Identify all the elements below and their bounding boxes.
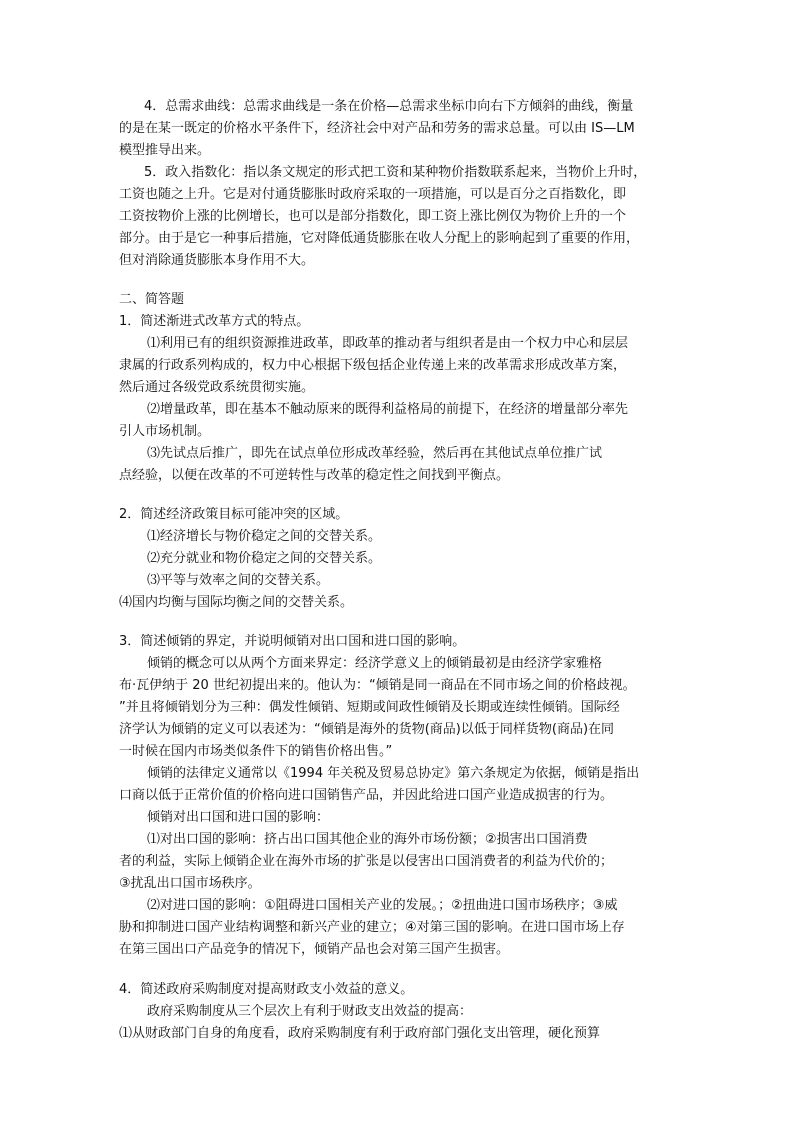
text-line: 政府采购制度从三个层次上有利于财政支出效益的提高：: [147, 1004, 473, 1019]
text-line: 倾销的法律定义通常以《1994 年关税及贸易总协定》第六条规定为依据，倾销是指出: [147, 766, 640, 781]
section-title: 二、简答题: [119, 292, 185, 307]
text-line: 工资也随之上升。它是对付通货膨胀时政府采取的一项措施，可以是百分之百指数化，即: [119, 187, 627, 202]
question-title: 3．简述倾销的界定，并说明倾销对出口国和进口国的影响。: [119, 634, 466, 649]
question-title: 4．简述政府采购制度对提高财政支小效益的意义。: [119, 982, 414, 997]
text-line: 引人市场机制。: [119, 424, 211, 439]
text-line: 倾销对出口国和进口国的影响：: [147, 810, 330, 825]
text-line: 者的利益，实际上倾销企业在海外市场的扩张是以侵害出口国消费者的利益为代价的；: [119, 854, 614, 869]
text-line: 点经验，以便在改革的不可逆转性与改革的稳定性之间找到平衡点。: [119, 468, 510, 483]
question-title: 1．简述渐进式改革方式的特点。: [119, 314, 310, 329]
text-line: 的是在某一既定的价格水平条件下，经济社会中对产品和劳务的需求总量。可以由 IS—LM: [119, 121, 635, 136]
text-line: 5．政入指数化：指以条文规定的形式把工资和某种物价指数联系起来，当物价上升时，: [144, 165, 647, 180]
text-line: ⑴对出口国的影响：挤占出口国其他企业的海外市场份额；②损害出口国消费: [147, 832, 588, 847]
text-line: 一时候在国内市场类似条件下的销售价格出售。”: [119, 744, 393, 759]
text-line: 布·瓦伊纳于 20 世纪初提出来的。他认为：“倾销是同一商品在不同市场之间的价格歧视。: [119, 678, 636, 693]
question-title: 2．简述经济政策目标可能冲突的区域。: [119, 507, 349, 522]
list-item: ⑵充分就业和物价稳定之间的交替关系。: [147, 551, 382, 566]
list-item: ⑴经济增长与物价稳定之间的交替关系。: [147, 529, 382, 544]
text-line: 倾销的概念可以从两个方面来界定：经济学意义上的倾销最初是由经济学家雅格: [147, 656, 603, 671]
text-line: 济学认为倾销的定义可以表述为：“倾销是海外的货物(商品)以低于同样货物(商品)在同: [119, 722, 615, 737]
text-line: 模型推导出来。: [119, 143, 211, 158]
text-line: 口商以低于正常价值的价格向进口国销售产品，并因此给进口国产业造成损害的行为。: [119, 788, 614, 803]
text-line: ⑵对进口国的影响：①阻碍进口国相关产业的发展。；②扭曲进口国市场秩序；③威: [147, 898, 618, 913]
text-line: 然后通过各级党政系统贯彻实施。: [119, 380, 315, 395]
text-line: ⑶先试点后推广，即先在试点单位形成改革经验，然后再在其他试点单位推广试: [147, 446, 603, 461]
list-item: ⑷国内均衡与国际均衡之间的交替关系。: [119, 595, 354, 610]
text-line: 隶属的行政系列构成的，权力中心根据下级包括企业传递上来的改革需求形成改革方案，: [119, 358, 627, 373]
text-line: ⑵增量政革，即在基本不触动原来的既得利益格局的前提下，在经济的增量部分率先: [147, 402, 629, 417]
text-line: ⑴利用已有的组织资源推进政革，即政革的推动者与组织者是由一个权力中心和层层: [147, 336, 629, 351]
text-line: 部分。由于是它一种事后措施，它对降低通货膨胀在收人分配上的影响起到了重要的作用，: [119, 231, 640, 246]
text-line: ”并且将倾销划分为三种：偶发性倾销、短期或间政性倾销及长期或连续性倾销。国际经: [119, 700, 620, 715]
text-line: 工资按物价上涨的比例增长，也可以是部分指数化，即工资上涨比例仅为物价上升的一个: [119, 209, 627, 224]
text-line: 胁和抑制进口国产业结构调整和新兴产业的建立；④对第三国的影响。在进口国市场上存: [119, 920, 625, 935]
text-line: 4．总需求曲线：总需求曲线是一条在价格—总需求坐标巾向右下方倾斜的曲线，衡量: [144, 99, 634, 114]
text-line: ③扰乱出口国市场秩序。: [119, 876, 261, 891]
text-line: 但对消除通货膨胀本身作用不大。: [119, 253, 315, 268]
text-line: ⑴从财政部门自身的角度看，政府采购制度有利于政府部门强化支出管理，硬化预算: [119, 1026, 601, 1041]
list-item: ⑶平等与效率之间的交替关系。: [147, 573, 330, 588]
text-line: 在第三国出口产品竞争的情况下，倾销产品也会对第三国产生损害。: [119, 942, 510, 957]
